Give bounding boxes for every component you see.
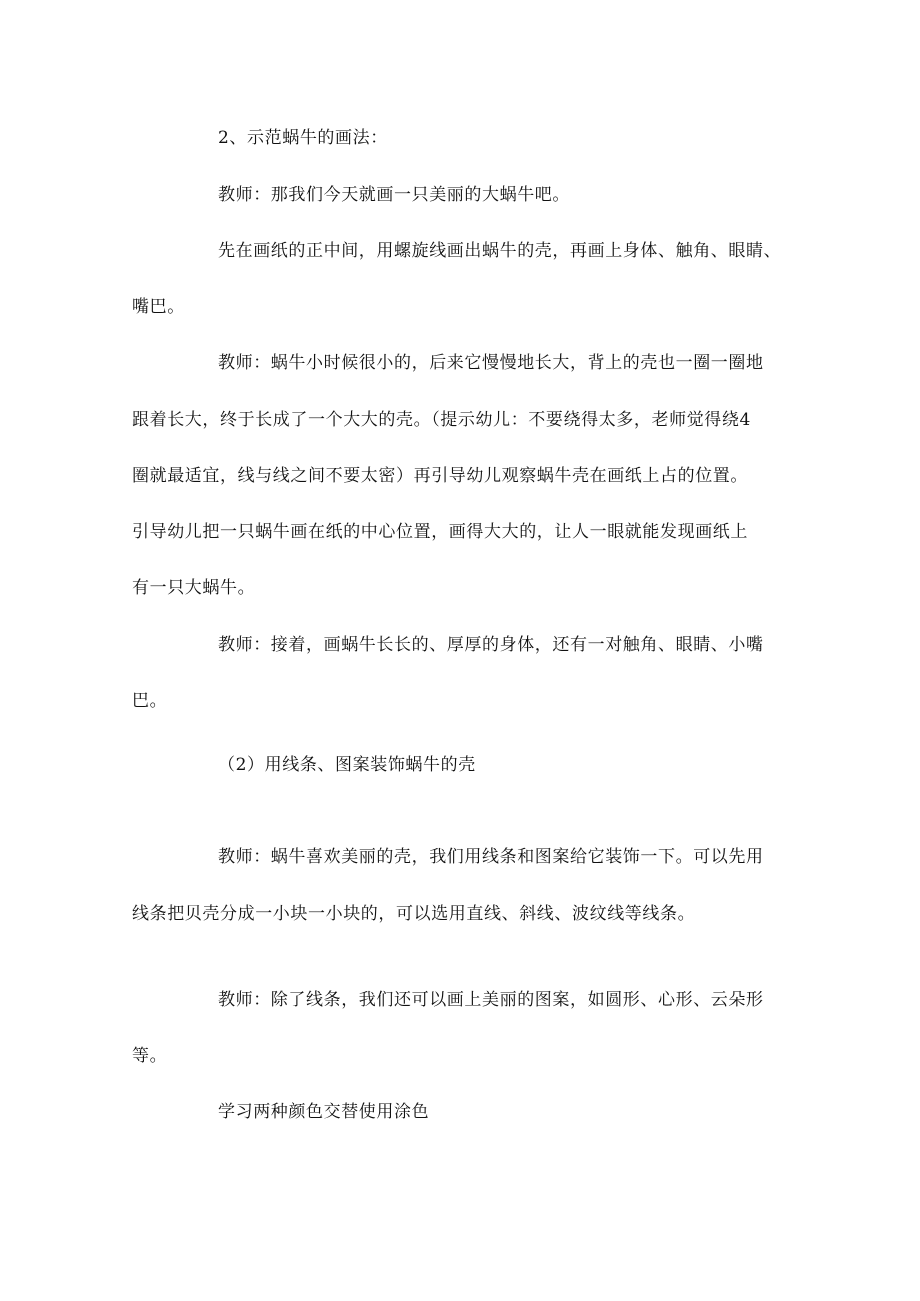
paragraph-line: 教师：蜗牛小时候很小的，后来它慢慢地长大，背上的壳也一圈一圈地 [218, 353, 764, 373]
paragraph-line: 等。 [132, 1046, 168, 1066]
paragraph-line: 圈就最适宜，线与线之间不要太密）再引导幼儿观察蜗牛壳在画纸上占的位置。 [132, 466, 748, 486]
paragraph-line: 引导幼儿把一只蜗牛画在纸的中心位置，画得大大的，让人一眼就能发现画纸上 [132, 522, 748, 542]
paragraph-line: 跟着长大，终于长成了一个大大的壳。（提示幼儿：不要绕得太多，老师觉得绕4 [132, 410, 751, 430]
paragraph-line: 学习两种颜色交替使用涂色 [218, 1102, 430, 1122]
paragraph-line: 嘴巴。 [132, 297, 185, 317]
paragraph-line: 先在画纸的正中间，用螺旋线画出蜗牛的壳，再画上身体、触角、眼睛、 [218, 241, 782, 261]
paragraph-line: 教师：接着，画蜗牛长长的、厚厚的身体，还有一对触角、眼睛、小嘴 [218, 635, 764, 655]
paragraph-line: 教师：除了线条，我们还可以画上美丽的图案，如圆形、心形、云朵形 [218, 990, 764, 1010]
subheading: （2）用线条、图案装饰蜗牛的壳 [218, 755, 476, 775]
paragraph-line: 教师：蜗牛喜欢美丽的壳，我们用线条和图案给它装饰一下。可以先用 [218, 847, 764, 867]
paragraph-line: 巴。 [132, 691, 168, 711]
paragraph-line: 线条把贝壳分成一小块一小块的，可以选用直线、斜线、波纹线等线条。 [132, 904, 696, 924]
section-heading: 2、示范蜗牛的画法： [218, 128, 388, 148]
paragraph-line: 教师：那我们今天就画一只美丽的大蜗牛吧。 [218, 185, 570, 205]
paragraph-line: 有一只大蜗牛。 [132, 578, 256, 598]
